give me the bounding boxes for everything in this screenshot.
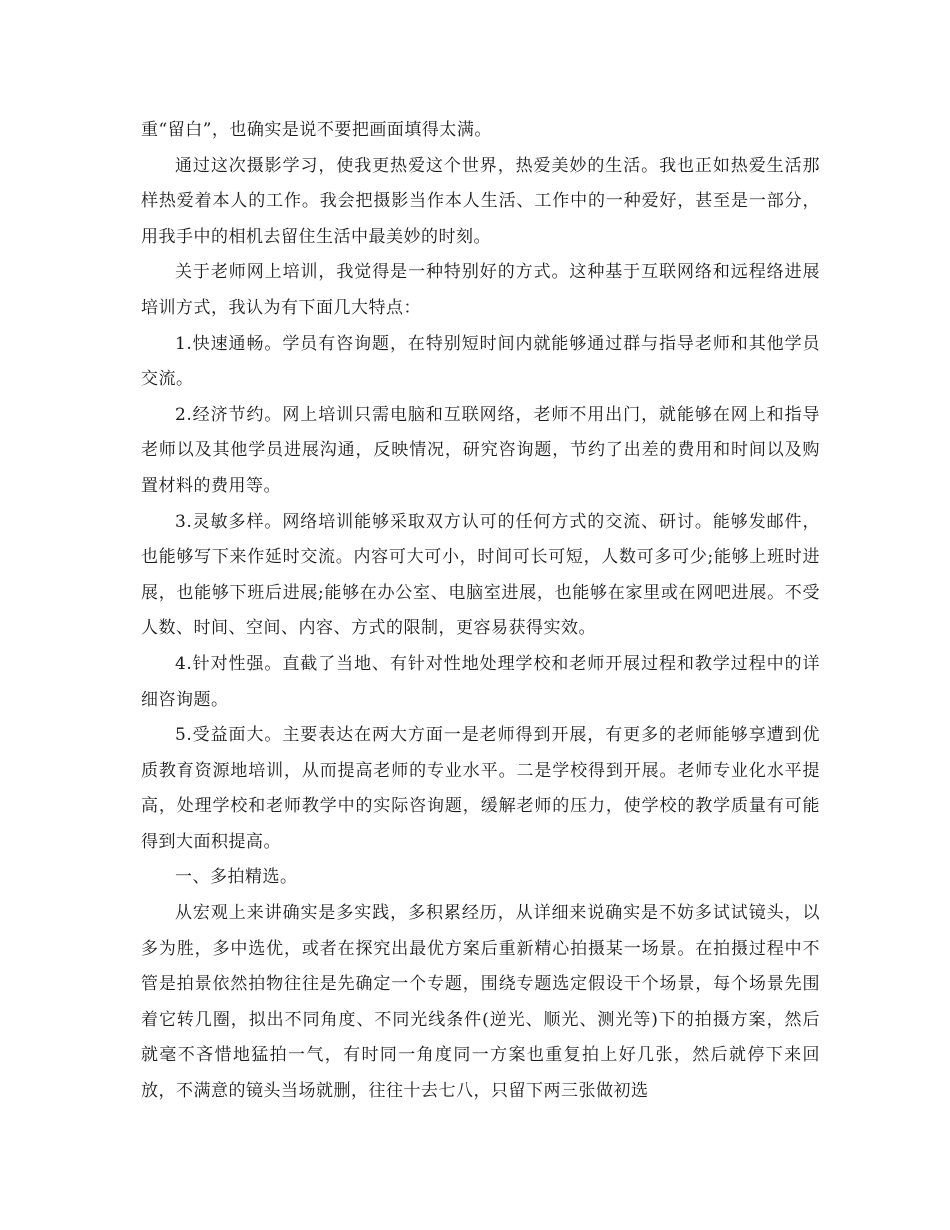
paragraph-shooting-method: 从宏观上来讲确实是多实践，多积累经历，从详细来说确实是不妨多试试镜头，以多为胜，多中选优，或者在探究出最优方案后重新精心拍摄某一场景。在拍摄过程中不管是拍景依然拍物往往是先确定一个专题，围绕专题选定假设干个场景，每个场景先围着它转几圈，拟出不同角度、不同光线条件(逆光、顺光、测光等)下的拍摄方案，然后就毫不吝惜地猛拍一气，有时同一角度同一方案也重复拍上好几张，然后就停下来回放，不满意的镜头当场就删，往往十去七八，只留下两三张做初选	[141, 903, 820, 1102]
paragraph-point-5: 5.受益面大。主要表达在两大方面一是老师得到开展，有更多的老师能够享遭到优质教育资源地培训，从而提高老师的专业水平。二是学校得到开展。老师专业化水平提高，处理学校和老师教学中的实际咨询题，缓解老师的压力，使学校的教学质量有可能得到大面积提高。	[141, 725, 820, 852]
paragraph-point-2: 2.经济节约。网上培训只需电脑和互联网络，老师不用出门，就能够在网上和指导老师以及其他学员进展沟通，反映情况，研究咨询题，节约了出差的费用和时间以及购置材料的费用等。	[141, 404, 820, 496]
paragraph-point-3: 3.灵敏多样。网络培训能够采取双方认可的任何方式的交流、研讨。能够发邮件，也能够写下来作延时交流。内容可大可小，时间可长可短，人数可多可少;能够上班时进展，也能够下班后进展;能够在办公室、电脑室进展，也能够在家里或在网吧进展。不受人数、时间、空间、内容、方式的限制，更容易获得实效。	[141, 511, 820, 639]
paragraph-point-1: 1.快速通畅。学员有咨询题，在特别短时间内就能够通过群与指导老师和其他学员交流。	[141, 333, 820, 390]
paragraph-online-training-intro: 关于老师网上培训，我觉得是一种特别好的方式。这种基于互联网络和远程络进展培训方式，我认为有下面几大特点：	[141, 262, 820, 318]
paragraph-photography-reflection: 通过这次摄影学习，使我更热爱这个世界，热爱美妙的生活。我也正如热爱生活那样热爱着本人的工作。我会把摄影当作本人生活、工作中的一种爱好，甚至是一部分，用我手中的相机去留住生活中最美妙的时刻。	[141, 155, 820, 247]
paragraph-continuation: 重“留白”，也确实是说不要把画面填得太满。	[141, 120, 492, 140]
section-heading: 一、多拍精选。	[175, 867, 298, 888]
paragraph-point-4: 4.针对性强。直截了当地、有针对性地处理学校和老师开展过程和教学过程中的详细咨询题。	[141, 653, 820, 710]
